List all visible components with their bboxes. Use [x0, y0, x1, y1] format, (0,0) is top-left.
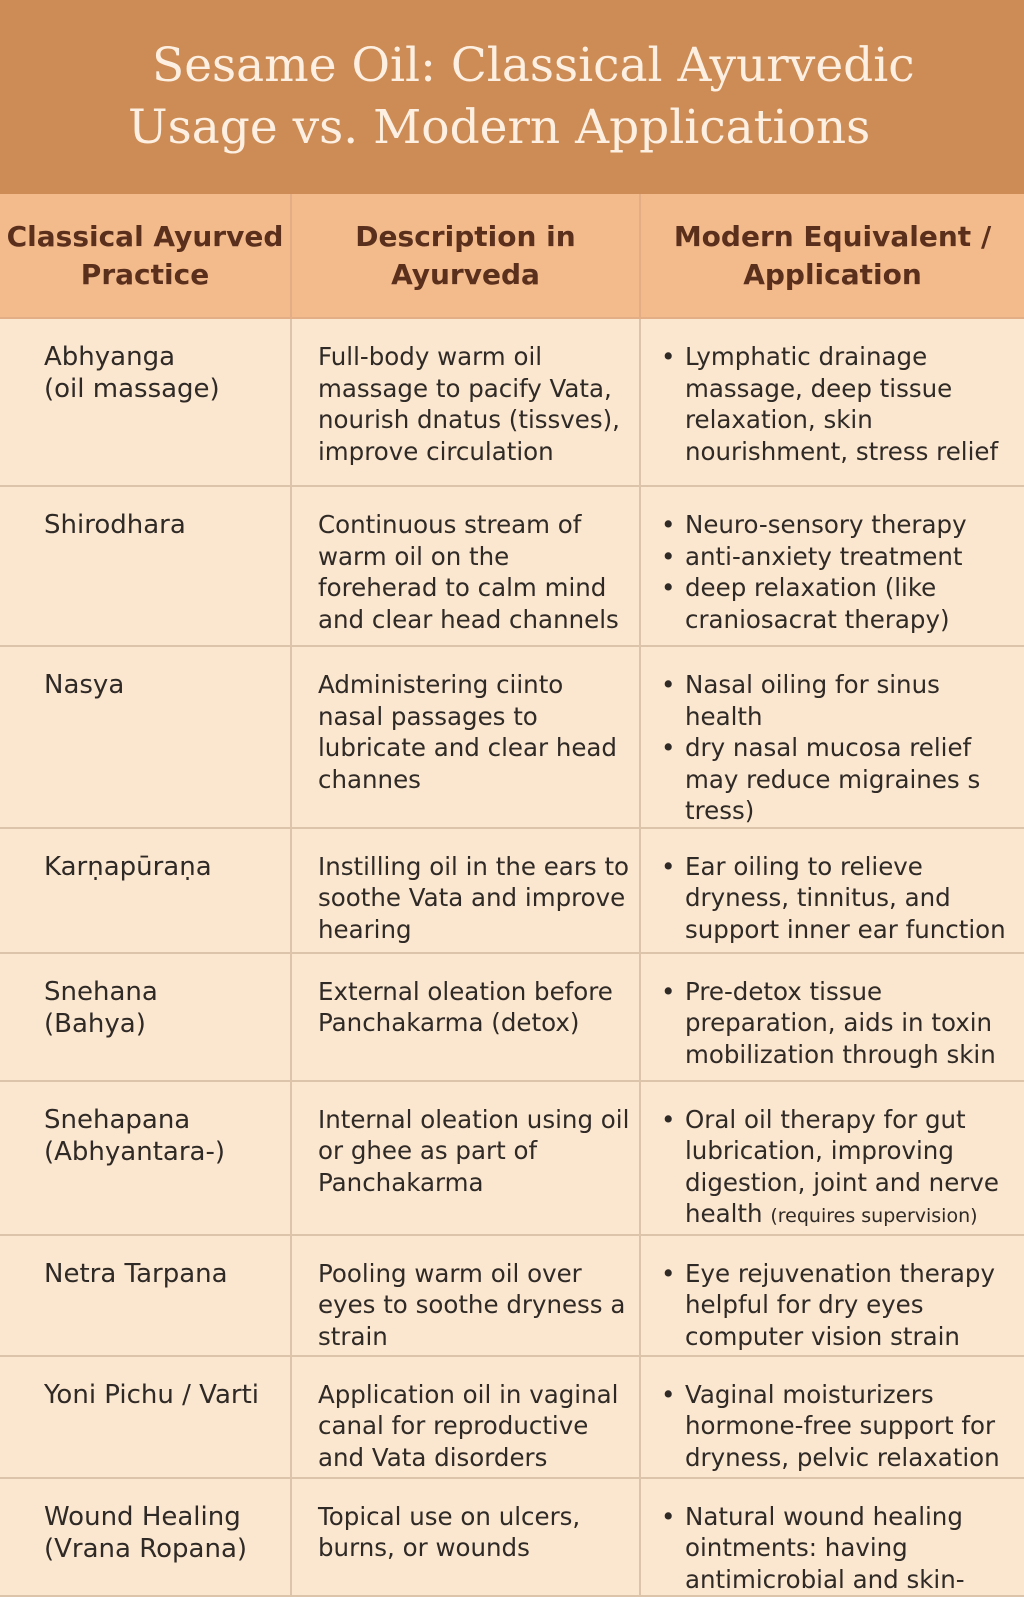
- modern-equivalent-cell: [640, 318, 1024, 486]
- modern-equivalent-text: Oral oil therapy for gut lubrication, improving digestion, joint and nerve health: [685, 1104, 999, 1228]
- table-row: [0, 828, 1024, 953]
- supervision-note: (requires supervision): [770, 1205, 978, 1227]
- practice-cell: [0, 953, 291, 1081]
- modern-equivalent-text: Neuro-sensory therapy: [685, 510, 967, 539]
- modern-equivalent-item: [659, 572, 1024, 635]
- table-row: [0, 486, 1024, 646]
- header-modern-equivalent: Modern Equivalent / Application: [640, 194, 1024, 318]
- modern-equivalent-item: [659, 541, 1024, 573]
- modern-equivalent-list: [659, 1379, 1024, 1474]
- modern-equivalent-item: [659, 851, 1024, 946]
- table-row: [0, 1356, 1024, 1478]
- title-bar: [0, 0, 1024, 194]
- description-cell: Internal oleation using oil or ghee as part of Panchakarma: [291, 1081, 640, 1235]
- modern-equivalent-item: [659, 1501, 1024, 1596]
- header-classical-practice: Classical Ayurved Practice: [0, 194, 291, 318]
- modern-equivalent-list: [659, 1104, 1024, 1233]
- practice-name: (Bahya): [44, 1008, 146, 1039]
- practice-name: Snehapana: [44, 1104, 191, 1135]
- description-cell: Topical use on ulcers, burns, or wounds: [291, 1478, 640, 1597]
- table-body: [0, 318, 1024, 1596]
- page-title: [128, 35, 952, 159]
- practice-name: Shirodhara: [44, 510, 186, 540]
- modern-equivalent-item: [659, 341, 1024, 467]
- description-cell: External oleation before Panchakarma (detox): [291, 953, 640, 1081]
- modern-equivalent-cell: [640, 1356, 1024, 1478]
- modern-equivalent-list: [659, 669, 1024, 827]
- comparison-table: [0, 194, 1024, 1597]
- practice-name: Wound Healing: [44, 1501, 241, 1532]
- table-row: [0, 953, 1024, 1081]
- practice-name: Nasya: [44, 670, 125, 700]
- practice-cell: [0, 646, 291, 828]
- modern-equivalent-list: [659, 341, 1024, 467]
- table-row: [0, 1081, 1024, 1235]
- modern-equivalent-item: [659, 669, 1024, 732]
- practice-cell: [0, 828, 291, 953]
- modern-equivalent-text: anti-anxiety treatment: [685, 541, 963, 571]
- description-cell: Continuous stream of warm oil on the foreherad to calm mind and clear head channels: [291, 486, 640, 646]
- modern-equivalent-cell: [640, 1478, 1024, 1597]
- modern-equivalent-list: [659, 1258, 1024, 1353]
- modern-equivalent-cell: [640, 1081, 1024, 1235]
- modern-equivalent-cell: [640, 646, 1024, 828]
- modern-equivalent-text: Natural wound healing ointments: having antimicrobial and skin-: [685, 1501, 965, 1594]
- practice-cell: [0, 1356, 291, 1478]
- modern-equivalent-text: Eye rejuvenation therapy helpful for dry eyes computer vision strain: [685, 1258, 995, 1351]
- modern-equivalent-text: deep relaxation (like craniosacrat therapy): [685, 573, 950, 634]
- description-cell: Administering ciinto nasal passages to lubricate and clear head channes: [291, 646, 640, 828]
- modern-equivalent-item: [659, 1104, 1024, 1233]
- modern-equivalent-text: Pre-detox tissue preparation, aids in toxin mobilization through skin: [685, 976, 996, 1069]
- practice-name: (Abhyantara-): [44, 1136, 225, 1167]
- modern-equivalent-list: [659, 851, 1024, 946]
- table-header-row: [0, 194, 1024, 318]
- modern-equivalent-cell: [640, 953, 1024, 1081]
- practice-cell: [0, 318, 291, 486]
- practice-name: Snehana: [44, 976, 158, 1007]
- modern-equivalent-cell: [640, 828, 1024, 953]
- modern-equivalent-item: [659, 509, 1024, 541]
- practice-cell: [0, 1081, 291, 1235]
- modern-equivalent-text: dry nasal mucosa relief: [685, 733, 972, 762]
- modern-equivalent-item: [659, 1410, 1024, 1473]
- description-cell: Pooling warm oil over eyes to soothe dryness a strain: [291, 1235, 640, 1356]
- practice-name: Abhyanga: [44, 342, 176, 372]
- modern-equivalent-text: Lymphatic drainage massage, deep tissue relaxation, skin nourishment, stress relief: [685, 342, 999, 466]
- modern-equivalent-cell: [640, 486, 1024, 646]
- modern-equivalent-list: [659, 1501, 1024, 1596]
- practice-name: Yoni Pichu / Varti: [44, 1379, 259, 1410]
- description-cell: Full-body warm oil massage to pacify Vata, nourish dnatus (tissves), improve circulation: [291, 318, 640, 486]
- description-cell: Application oil in vaginal canal for reproductive and Vata disorders: [291, 1356, 640, 1478]
- modern-equivalent-cell: [640, 1235, 1024, 1356]
- title-line-1: Sesame Oil: Classical Ayurvedic: [152, 38, 915, 93]
- practice-cell: [0, 486, 291, 646]
- practice-name: (Vrana Ropana): [44, 1533, 248, 1564]
- header-description: Description in Ayurveda: [291, 194, 640, 318]
- title-line-2: Usage vs. Modern Applications: [128, 100, 871, 155]
- description-cell: Instilling oil in the ears to soothe Vata and improve hearing: [291, 828, 640, 953]
- modern-equivalent-item: [659, 976, 1024, 1071]
- modern-equivalent-item: [659, 732, 1024, 764]
- practice-cell: [0, 1235, 291, 1356]
- modern-equivalent-text: hormone-free support for dryness, pelvic relaxation: [685, 1411, 1000, 1472]
- table-row: [0, 1235, 1024, 1356]
- modern-equivalent-text: may reduce migraines s tress): [685, 764, 981, 825]
- practice-name: Karṇapūraṇa: [44, 851, 212, 882]
- modern-equivalent-item: [659, 764, 1024, 827]
- modern-equivalent-item: [659, 1258, 1024, 1353]
- modern-equivalent-text: Vaginal moisturizers: [685, 1379, 934, 1409]
- table-row: [0, 318, 1024, 486]
- modern-equivalent-text: Nasal oiling for sinus health: [685, 670, 940, 731]
- modern-equivalent-item: [659, 1379, 1024, 1411]
- modern-equivalent-text: Ear oiling to relieve dryness, tinnitus, and support inner ear function: [685, 851, 1006, 944]
- table-row: [0, 646, 1024, 828]
- practice-name: Netra Tarpana: [44, 1258, 228, 1289]
- modern-equivalent-list: [659, 976, 1024, 1071]
- practice-cell: [0, 1478, 291, 1597]
- practice-name: (oil massage): [44, 374, 220, 404]
- table-row: [0, 1478, 1024, 1597]
- modern-equivalent-list: [659, 509, 1024, 635]
